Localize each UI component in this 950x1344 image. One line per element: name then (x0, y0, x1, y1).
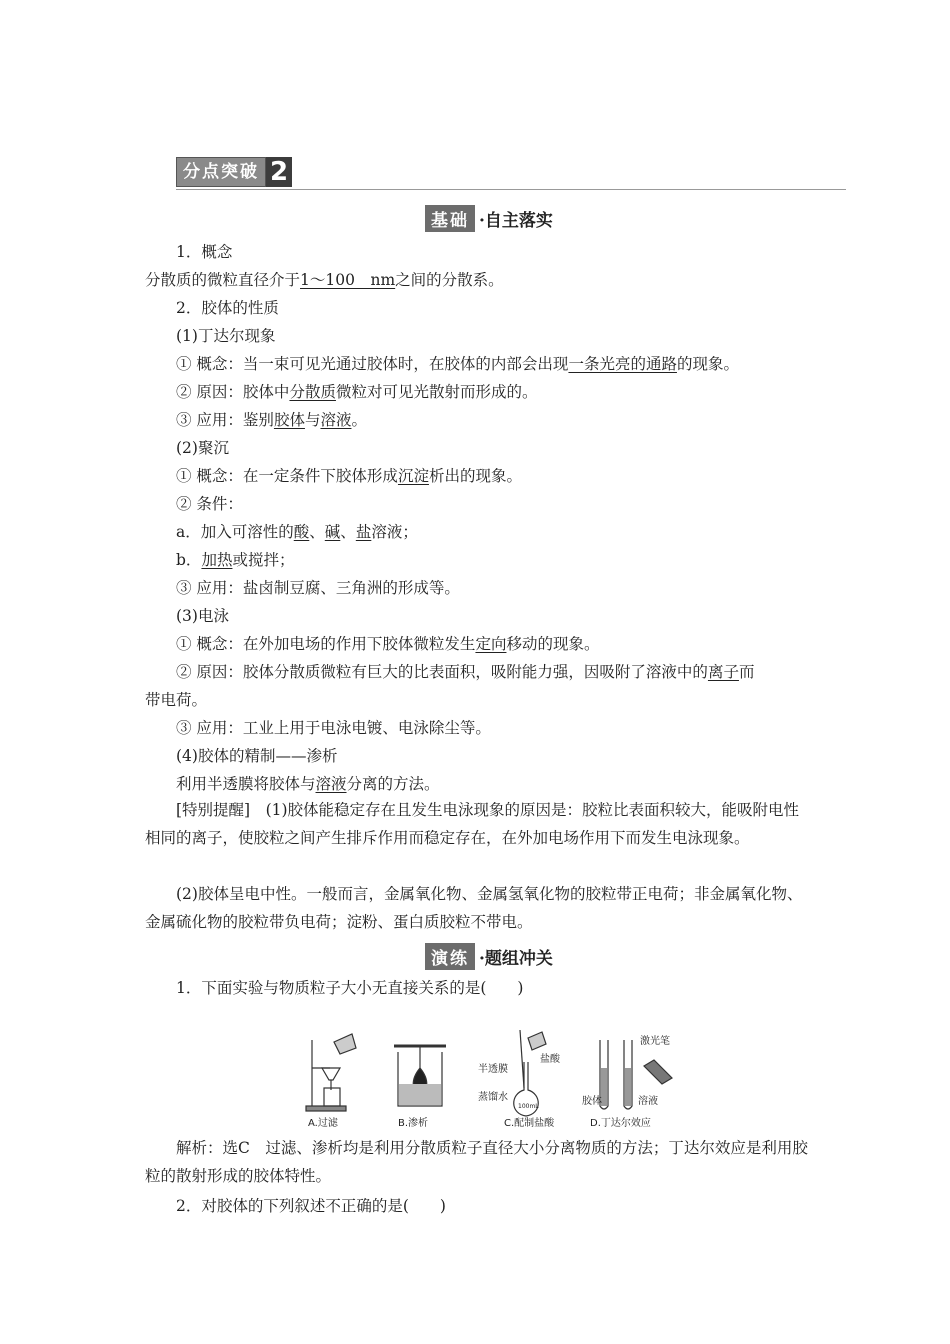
section-banner-label: 分点突破 (176, 157, 266, 187)
line-condition-b: b．加热或搅拌； (176, 551, 295, 569)
caption-b: B.渗析 (398, 1118, 429, 1129)
label-laser: 激光笔 (640, 1036, 670, 1047)
section-rule (176, 189, 846, 190)
question-2: 2．对胶体的下列叙述不正确的是( ) (176, 1197, 446, 1215)
line-coagulation-heading: (2)聚沉 (176, 439, 229, 457)
line-tyndall-concept: ① 概念：当一束可见光通过胶体时，在胶体的内部会出现一条光亮的通路的现象。 (176, 355, 739, 373)
caption-c: C.配制盐酸 (504, 1118, 555, 1129)
line-electrophoresis-cause: ② 原因：胶体分散质微粒有巨大的比表面积，吸附能力强，因吸附了溶液中的离子而 (176, 663, 755, 681)
basics-heading (425, 205, 553, 232)
question-1: 1．下面实验与物质粒子大小无直接关系的是( ) (176, 979, 524, 997)
line-concept-heading: 1．概念 (176, 243, 233, 261)
special-tip-1: [特别提醒] (1)胶体能稳定存在且发生电泳现象的原因是：胶粒比表面积较大，能吸附电性相同的离子，使胶粒之间产生排斥作用而稳定存在，在外加电场作用下而发生电泳现象。 (145, 801, 800, 847)
line-tyndall-cause: ② 原因：胶体中分散质微粒对可见光散射而形成的。 (176, 383, 538, 401)
caption-a: A.过滤 (308, 1118, 338, 1129)
line-electrophoresis-cause-cont: 带电荷。 (145, 691, 208, 709)
line-dialysis-def: 利用半透膜将胶体与溶液分离的方法。 (176, 775, 440, 793)
basics-tag: 基础 (425, 205, 475, 232)
line-electrophoresis-heading: (3)电泳 (176, 607, 229, 625)
line-electrophoresis-use: ③ 应用：工业上用于电泳电镀、电泳除尘等。 (176, 719, 491, 737)
practice-tag: 演练 (425, 943, 475, 970)
label-distilled-water: 蒸馏水 (478, 1092, 508, 1103)
special-tip-2: (2)胶体呈电中性。一般而言，金属氧化物、金属氢氧化物的胶粒带正电荷；非金属氧化物、金属硫化物的胶粒带负电荷；淀粉、蛋白质胶粒不带电。 (145, 885, 803, 931)
line-coagulation-use: ③ 应用：盐卤制豆腐、三角洲的形成等。 (176, 579, 460, 597)
section-banner-number: 2 (266, 157, 292, 187)
dialysis-apparatus (394, 1046, 446, 1106)
line-condition-a: a．加入可溶性的酸、碱、盐溶液； (176, 523, 418, 541)
line-dialysis-heading: (4)胶体的精制——渗析 (176, 747, 338, 765)
label-flask-volume: 100mL (518, 1103, 539, 1110)
label-solution: 溶液 (638, 1096, 658, 1107)
line-tyndall-use: ③ 应用：鉴别胶体与溶液。 (176, 411, 367, 429)
label-membrane: 半透膜 (478, 1064, 508, 1075)
basics-title: ·自主落实 (479, 211, 553, 231)
line-electrophoresis-concept: ① 概念：在外加电场的作用下胶体微粒发生定向移动的现象。 (176, 635, 600, 653)
caption-d: D.丁达尔效应 (590, 1118, 651, 1129)
filtration-apparatus (306, 1034, 356, 1111)
label-colloid: 胶体 (582, 1096, 602, 1107)
section-banner (176, 156, 292, 188)
practice-heading (425, 943, 553, 970)
line-properties-heading: 2．胶体的性质 (176, 299, 279, 317)
line-concept-def: 分散质的微粒直径介于1～100 nm之间的分散系。 (145, 271, 504, 289)
tyndall-apparatus (600, 1040, 672, 1109)
line-tyndall-heading: (1)丁达尔现象 (176, 327, 276, 345)
line-coagulation-concept: ① 概念：在一定条件下胶体形成沉淀析出的现象。 (176, 467, 522, 485)
line-coagulation-conditions: ② 条件： (176, 495, 243, 513)
answer-explanation: 解析：选C 过滤、渗析均是利用分散质粒子直径大小分离物质的方法；丁达尔效应是利用胶粒的散射形成的胶体特性。 (145, 1139, 808, 1185)
label-hcl: 盐酸 (540, 1054, 560, 1065)
practice-title: ·题组冲关 (479, 949, 553, 969)
experiment-figure (300, 1028, 690, 1132)
